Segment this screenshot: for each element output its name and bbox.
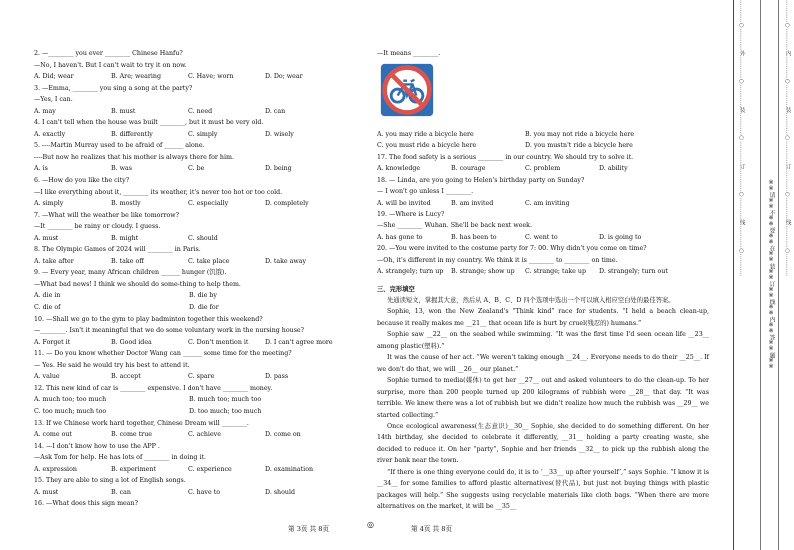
option: A. Did; wear: [34, 73, 74, 81]
option: C. went to: [525, 233, 558, 241]
option: C. am inviting: [525, 199, 570, 207]
question-line: 16. —What does this sign mean?: [34, 500, 138, 508]
option: C. Have; worn: [188, 73, 234, 81]
question-line: 11. — Do you know whether Doctor Wang can ______ some time for the meeting?: [34, 350, 292, 358]
option: A. Forget it: [34, 338, 71, 346]
option: A. die in: [34, 292, 61, 300]
question-line: 13. If we Chinese work hard together, Chinese Dream will ________.: [34, 419, 249, 427]
options-row: [377, 140, 709, 151]
question-line: —No, I haven't. But I can't wait to try it on now.: [34, 61, 187, 69]
option: B. can: [111, 488, 131, 496]
option: A. knowledge: [377, 165, 421, 173]
question-line: —She ________ Wuhan. She'll be back next week.: [377, 222, 532, 230]
section-title: 三、完形填空: [377, 285, 415, 293]
question-line: —It ________ be rainy or cloudy. I guess.: [34, 223, 161, 231]
option: A. exactly: [34, 130, 66, 138]
option: A. you may ride a bicycle here: [377, 130, 474, 138]
question-line: 4. I can't tell when the house was built ________, but it must be very old.: [34, 119, 264, 127]
option: A. come out: [34, 431, 72, 439]
option: B. has been to: [451, 233, 497, 241]
question-line: 17. The food safety is a serious ________ in our country. We should try to solve it.: [377, 153, 634, 161]
passage-paragraph: Sophie saw __22__ on the seabed while swimming. “It was the first time I'd seen ocean life __23__ among plastic(塑料).”: [377, 331, 709, 350]
binding-warning-text: ※※请※※不※※要※※在※※装※※订※※线※※内※※答※※题※※: [768, 180, 774, 370]
binding-margin-inner: …………○…………内…………○…………装…………○…………订…………○…………线…………○…………: [784, 0, 791, 277]
option: C. strange; take up: [525, 268, 586, 276]
option: C. be: [188, 165, 205, 173]
option: B. you may not ride a bicycle here: [525, 130, 635, 138]
option: B. must: [111, 107, 136, 115]
instruction: 先通读短文，掌握其大意，然后从 A、B、C、D 四个选项中选出一个可以填入相应空白处的最佳答案。: [387, 297, 675, 305]
passage-paragraph: It was the cause of her act. “We weren't taking enough __24__. Everyone needs to do their __25__. If we don't do that, we will __26__ our planet.”: [377, 354, 709, 373]
question-line: —Yes, I can.: [34, 96, 73, 104]
right-column: [377, 48, 709, 513]
option: B. am invited: [451, 199, 494, 207]
question-line: —________. Isn't it meaningful that we do some voluntary work in the nursing house?: [34, 327, 305, 335]
question-line: —I like everything about it, ________ its weather, it's never too hot or too cold.: [34, 188, 283, 196]
option: B. accept: [111, 373, 141, 381]
option: C. achieve: [188, 431, 221, 439]
options-row: [34, 71, 344, 83]
option: C. take place: [188, 257, 230, 265]
option: D. too much; too much: [189, 407, 262, 415]
option: B. strange; show up: [451, 268, 515, 276]
question-line: 5. ----Martin Murray used to be afraid of ______ alone.: [34, 142, 205, 150]
option: A. take after: [34, 257, 74, 265]
option: C. Don't mention it: [188, 338, 249, 346]
option: B. differently: [111, 130, 153, 138]
option: C. problem: [525, 165, 561, 173]
question-line: 6. —How do you like the city?: [34, 177, 130, 185]
options-row: [34, 106, 344, 118]
options-row: [377, 198, 709, 209]
option: D. pass: [265, 373, 289, 381]
option: A. much too; too much: [34, 396, 107, 404]
option: C. you must ride a bicycle here: [377, 142, 477, 150]
option: C. too much; much too: [34, 407, 107, 415]
option: D. strangely; turn out: [599, 268, 668, 276]
binding-line: [733, 0, 734, 550]
option: A. expression: [34, 465, 77, 473]
option: C. die of: [34, 304, 61, 312]
option: D. ability: [599, 165, 628, 173]
options-row: [34, 429, 344, 441]
option: D. I can't agree more: [265, 338, 333, 346]
options-row: [34, 129, 344, 141]
question-line: 3. —Emma, ________ you sing a song at the party?: [34, 84, 193, 92]
options-row: [377, 163, 709, 174]
option: A. simply: [34, 200, 64, 208]
footer-mark-icon: ◎: [367, 520, 374, 529]
option: B. come true: [111, 431, 152, 439]
passage-paragraph: Sophie, 13, won the New Zealand's “Think kind” race for students. “I held a beach clean-up, because it really makes me __21__ that ocean life is hurt by cruel(残忍的) humans.”: [377, 308, 709, 327]
option: B. mostly: [111, 200, 141, 208]
question-line: 20. —You were invited to the costume party for 7: 00. Why didn't you come on time?: [377, 245, 647, 253]
option: D. being: [265, 165, 292, 173]
option: B. was: [111, 165, 133, 173]
options-row: [34, 371, 344, 383]
question-line: —What bad news! I think we should do some-thing to help them.: [34, 280, 241, 288]
options-row: [34, 337, 344, 349]
question-line: — I won't go unless I ________.: [377, 188, 474, 196]
option: B. experiment: [111, 465, 156, 473]
question-line: —Ask Tom for help. He has lots of ________ in doing it.: [34, 454, 207, 462]
option: B. Good idea: [111, 338, 152, 346]
option: B. take off: [111, 257, 144, 265]
passage-paragraph: Sophie turned to media(媒体) to get her __27__ out and asked volunteers to do the clean-up. To her surprise, more than 200 people turned up 200 kilograms of rubbish were __28__ that day. “It was terrible. We knew there was a lot of rubbish but we didn't realize how much the rubbish was __29__ we started collecting.”: [377, 377, 709, 419]
options-row: [34, 394, 344, 406]
question-line: 15. They are able to sing a lot of English songs.: [34, 477, 186, 485]
question-line: ----But now he realizes that his mother is always there for him.: [34, 153, 234, 161]
question-line: 18. — Linda, are you going to Helen's birthday party on Sunday?: [377, 176, 585, 184]
option: A. strangely; turn up: [377, 268, 444, 276]
options-row: [34, 464, 344, 476]
option: A. must: [34, 488, 59, 496]
binding-margin-outer: …………○…………外…………○…………装…………○…………订…………○…………线…………○…………: [738, 0, 745, 277]
option: C. should: [188, 234, 218, 242]
options-row: [34, 406, 344, 418]
cloze-passage: [377, 306, 709, 512]
question-line: 9. — Every year, many African children ______ hunger (饥饿).: [34, 269, 227, 277]
passage-paragraph: Once ecological awareness(生态意识)__30__ Sophie, she decided to do something different. On her 14th birthday, she decided to celebrate it differently, __31__ holding a party creating waste, she decided to reduce it. On her “party”, Sophie and her friends __32__ to pick up the rubbish along the river bank near the town.: [377, 423, 709, 465]
no-bicycle-sign-icon: [379, 62, 435, 118]
left-column: [34, 48, 344, 510]
question-line: 12. This new kind of car is ________ expensive. I don't have ________ money.: [34, 384, 273, 392]
option: D. take away: [265, 257, 307, 265]
question-line: 14. —I don't know how to use the APP .: [34, 442, 160, 450]
question-line: —Oh, it's different in my country. We think it is ________ to ________ on time.: [377, 256, 618, 264]
option: C. especially: [188, 200, 229, 208]
option: C. have to: [188, 488, 221, 496]
question-line: 2. —________ you ever ________ Chinese Hanfu?: [34, 50, 183, 57]
options-row: [34, 487, 344, 499]
option: D. can: [265, 107, 286, 115]
option: A. has gone to: [377, 233, 423, 241]
footer-page-left: 第 3页 共 8页: [288, 525, 330, 533]
option: A. may: [34, 107, 56, 115]
options-row: [34, 163, 344, 175]
options-row: [34, 290, 344, 302]
option: B. much too; much too: [189, 396, 262, 404]
options-row: [34, 256, 344, 268]
option: C. need: [188, 107, 213, 115]
question-line: —It means ________.: [377, 50, 441, 57]
option: D. completely: [265, 200, 309, 208]
option: D. should: [265, 488, 296, 496]
option: B. die by: [189, 292, 217, 300]
passage-paragraph: “If there is one thing everyone could do, it is to ‘__33__ up after yourself’,” says Sophie. “I know it is __34__ for some families to afford plastic alternatives(替代品), but just not buying things with plastic packages will help.” She suggests using recyclable materials like cloth bags. “When there are more alternatives on the market, it will be __35__: [377, 468, 709, 511]
option: A. value: [34, 373, 60, 381]
options-row: [377, 266, 709, 277]
option: C. experience: [188, 465, 232, 473]
option: B. Are; wearing: [111, 73, 162, 81]
option: D. die for: [189, 304, 219, 312]
option: A. is: [34, 165, 48, 173]
option: D. Do; wear: [265, 73, 303, 81]
option: C. spare: [188, 373, 215, 381]
options-row: [377, 232, 709, 243]
option: C. simply: [188, 130, 218, 138]
option: D. examination: [265, 465, 314, 473]
option: B. might: [111, 234, 139, 242]
question-line: 7. —What will the weather be like tomorrow?: [34, 211, 180, 219]
question-line: 8. The Olympic Games of 2024 will ________ in Paris.: [34, 246, 201, 254]
options-row: [34, 233, 344, 245]
question-line: — Yes. He said he would try his best to attend it.: [34, 361, 190, 369]
option: D. is going to: [599, 233, 642, 241]
option: D. wisely: [265, 130, 294, 138]
option: A. will be invited: [377, 199, 431, 207]
options-row: [377, 129, 709, 140]
question-line: 19. —Where is Lucy?: [377, 210, 445, 218]
option: D. you mustn't ride a bicycle here: [525, 142, 633, 150]
option: A. must: [34, 234, 59, 242]
footer-page-right: 第 4页 共 8页: [411, 525, 453, 533]
question-line: 10. —Shall we go to the gym to play badminton together this weekend?: [34, 315, 263, 323]
option: D. come on: [265, 431, 301, 439]
options-row: [34, 198, 344, 210]
options-row: [34, 302, 344, 314]
option: B. courage: [451, 165, 486, 173]
